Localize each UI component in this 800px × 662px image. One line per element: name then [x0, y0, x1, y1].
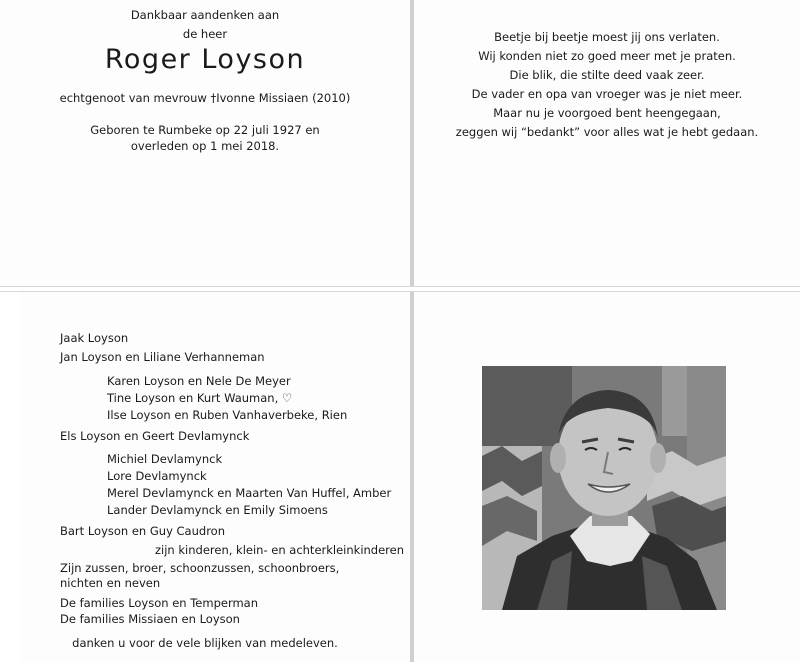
family-line: Jan Loyson en Liliane Verhanneman — [60, 350, 265, 364]
family-line: Lore Devlamynck — [107, 469, 207, 483]
death-line: overleden op 1 mei 2018. — [130, 139, 280, 153]
family-line: Merel Devlamynck en Maarten Van Huffel, Amber — [107, 486, 392, 500]
family-line: Karen Loyson en Nele De Meyer — [107, 374, 291, 388]
family-line: Zijn zussen, broer, schoonzussen, schoonbroers, — [60, 561, 340, 575]
family-line: nichten en neven — [60, 576, 161, 590]
family-line: Els Loyson en Geert Devlamynck — [60, 429, 250, 443]
family-line: Jaak Loyson — [60, 331, 129, 345]
poem — [414, 28, 800, 142]
spouse-line: echtgenoot van mevrouw †Ivonne Missiaen (2010) — [59, 91, 351, 105]
birth-line: Geboren te Rumbeke op 22 juli 1927 en — [90, 123, 320, 137]
portrait-photo — [482, 366, 726, 610]
poem-line: Maar nu je voorgoed bent heengegaan, — [493, 106, 721, 120]
poem-line: Wij konden niet zo goed meer met je praten. — [478, 49, 736, 63]
card-edge — [0, 292, 20, 662]
thank-you-line: danken u voor de vele blijken van medeleven. — [72, 636, 338, 650]
poem-line: zeggen wij “bedankt” voor alles wat je hebt gedaan. — [455, 125, 759, 139]
family-line: Lander Devlamynck en Emily Simoens — [107, 503, 328, 517]
portrait-illustration — [482, 366, 726, 610]
horizontal-fold — [0, 286, 800, 292]
family-line: De families Missiaen en Loyson — [60, 612, 240, 626]
poem-line: Die blik, die stilte deed vaak zeer. — [509, 68, 705, 82]
family-line: Tine Loyson en Kurt Wauman, ♡ — [107, 391, 293, 405]
family-line: Bart Loyson en Guy Caudron — [60, 524, 225, 538]
family-line: Michiel Devlamynck — [107, 452, 223, 466]
deceased-name: Roger Loyson — [104, 44, 306, 75]
family-line: Ilse Loyson en Ruben Vanhaverbeke, Rien — [107, 408, 348, 422]
family-line: De families Loyson en Temperman — [60, 596, 259, 610]
poem-line: Beetje bij beetje moest jij ons verlaten. — [494, 30, 720, 44]
intro-line-1: Dankbaar aandenken aan — [130, 8, 280, 22]
family-line: zijn kinderen, klein- en achterkleinkinderen — [155, 543, 405, 557]
intro-line-2: de heer — [182, 27, 228, 41]
poem-line: De vader en opa van vroeger was je niet meer. — [471, 87, 743, 101]
